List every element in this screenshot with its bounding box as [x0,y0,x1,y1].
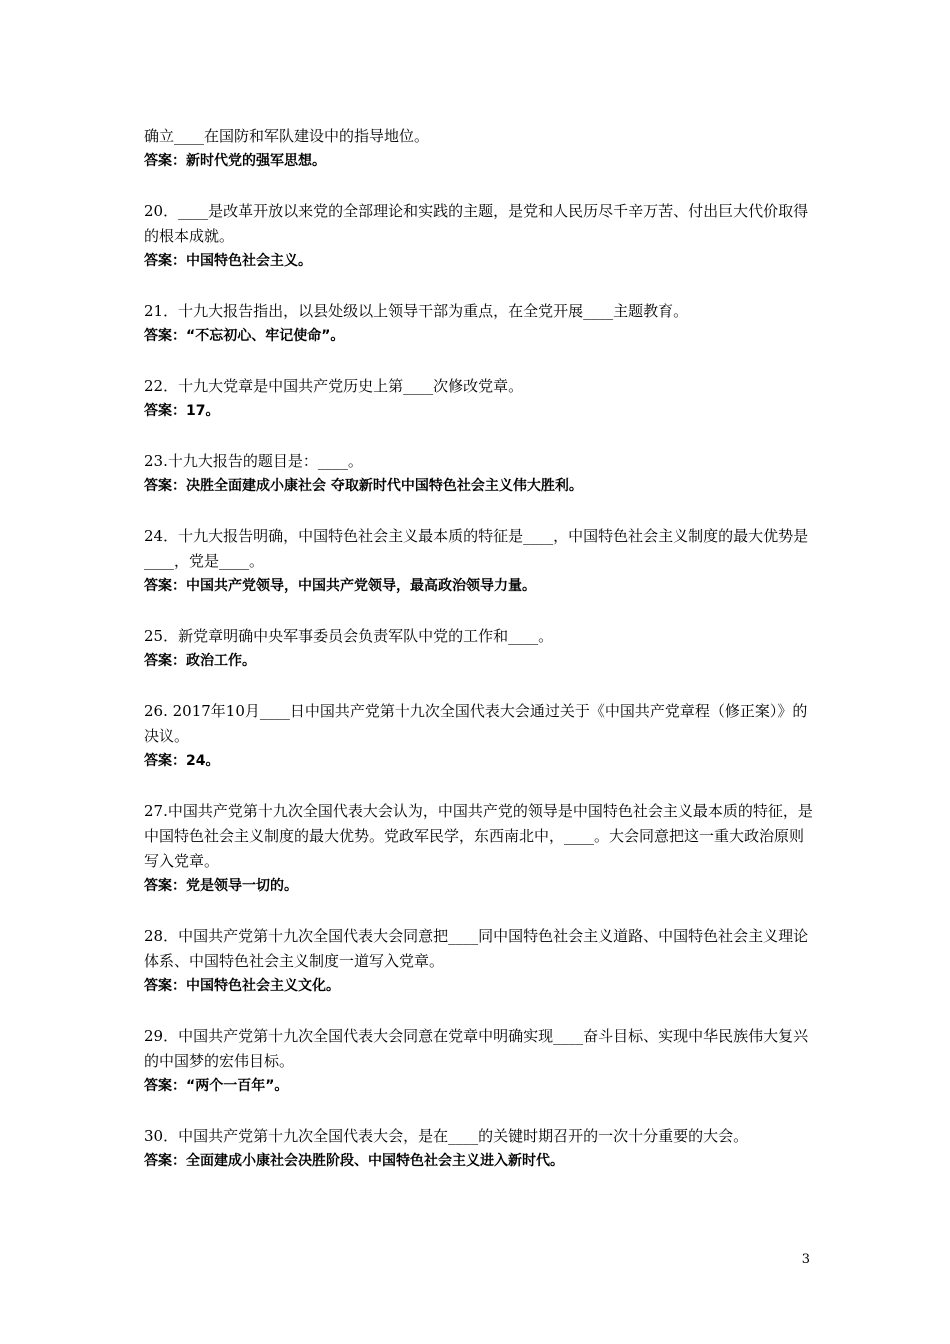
question-text: 25．新党章明确中央军事委员会负责军队中党的工作和____。 [144,627,554,645]
qa-item [144,699,814,774]
answer-text: 答案：决胜全面建成小康社会 夺取新时代中国特色社会主义伟大胜利。 [144,478,583,494]
qa-item [144,449,814,499]
answer-text: 答案：“两个一百年”。 [144,1078,289,1094]
answer-text: 答案：全面建成小康社会决胜阶段、中国特色社会主义进入新时代。 [144,1153,564,1169]
qa-item [144,1024,814,1099]
page-number: 3 [801,1252,810,1267]
answer-text: 答案：“不忘初心、牢记使命”。 [144,328,345,344]
qa-item [144,124,814,174]
answer-text: 答案：新时代党的强军思想。 [144,153,326,169]
question-text: 30．中国共产党第十九次全国代表大会，是在____的关键时期召开的一次十分重要的大会。 [144,1127,749,1145]
question-text: 26. 2017年10月____日中国共产党第十九次全国代表大会通过关于《中国共产党章程（修正案）》的决议。 [144,702,808,745]
question-text: 22．十九大党章是中国共产党历史上第____次修改党章。 [144,377,524,395]
qa-item [144,1124,814,1174]
question-text: 24．十九大报告明确，中国特色社会主义最本质的特征是____，中国特色社会主义制度的最大优势是____，党是____。 [144,527,809,570]
question-text: 20．____是改革开放以来党的全部理论和实践的主题，是党和人民历尽千辛万苦、付出巨大代价取得的根本成就。 [144,202,809,245]
question-text: 确立____在国防和军队建设中的指导地位。 [144,127,430,145]
answer-text: 答案：中国特色社会主义文化。 [144,978,340,994]
answer-text: 答案：24。 [144,753,220,769]
qa-item [144,374,814,424]
question-text: 21．十九大报告指出，以县处级以上领导干部为重点，在全党开展____主题教育。 [144,302,689,320]
question-text: 29．中国共产党第十九次全国代表大会同意在党章中明确实现____奋斗目标、实现中华民族伟大复兴的中国梦的宏伟目标。 [144,1027,809,1070]
qa-item [144,624,814,674]
qa-item [144,199,814,274]
answer-text: 答案：中国共产党领导，中国共产党领导，最高政治领导力量。 [144,578,536,594]
qa-item [144,299,814,349]
question-text: 28．中国共产党第十九次全国代表大会同意把____同中国特色社会主义道路、中国特色社会主义理论体系、中国特色社会主义制度一道写入党章。 [144,927,809,970]
answer-text: 答案：党是领导一切的。 [144,878,298,894]
question-text: 27.中国共产党第十九次全国代表大会认为，中国共产党的领导是中国特色社会主义最本质的特征，是中国特色社会主义制度的最大优势。党政军民学，东西南北中，____。大会同意把这一重大政治原则写入党章。 [144,802,813,870]
qa-item [144,799,814,899]
qa-item [144,924,814,999]
answer-text: 答案：17。 [144,403,220,419]
answer-text: 答案：中国特色社会主义。 [144,253,312,269]
question-text: 23.十九大报告的题目是：____。 [144,452,363,470]
qa-item [144,524,814,599]
question-list [144,124,814,1199]
answer-text: 答案：政治工作。 [144,653,256,669]
